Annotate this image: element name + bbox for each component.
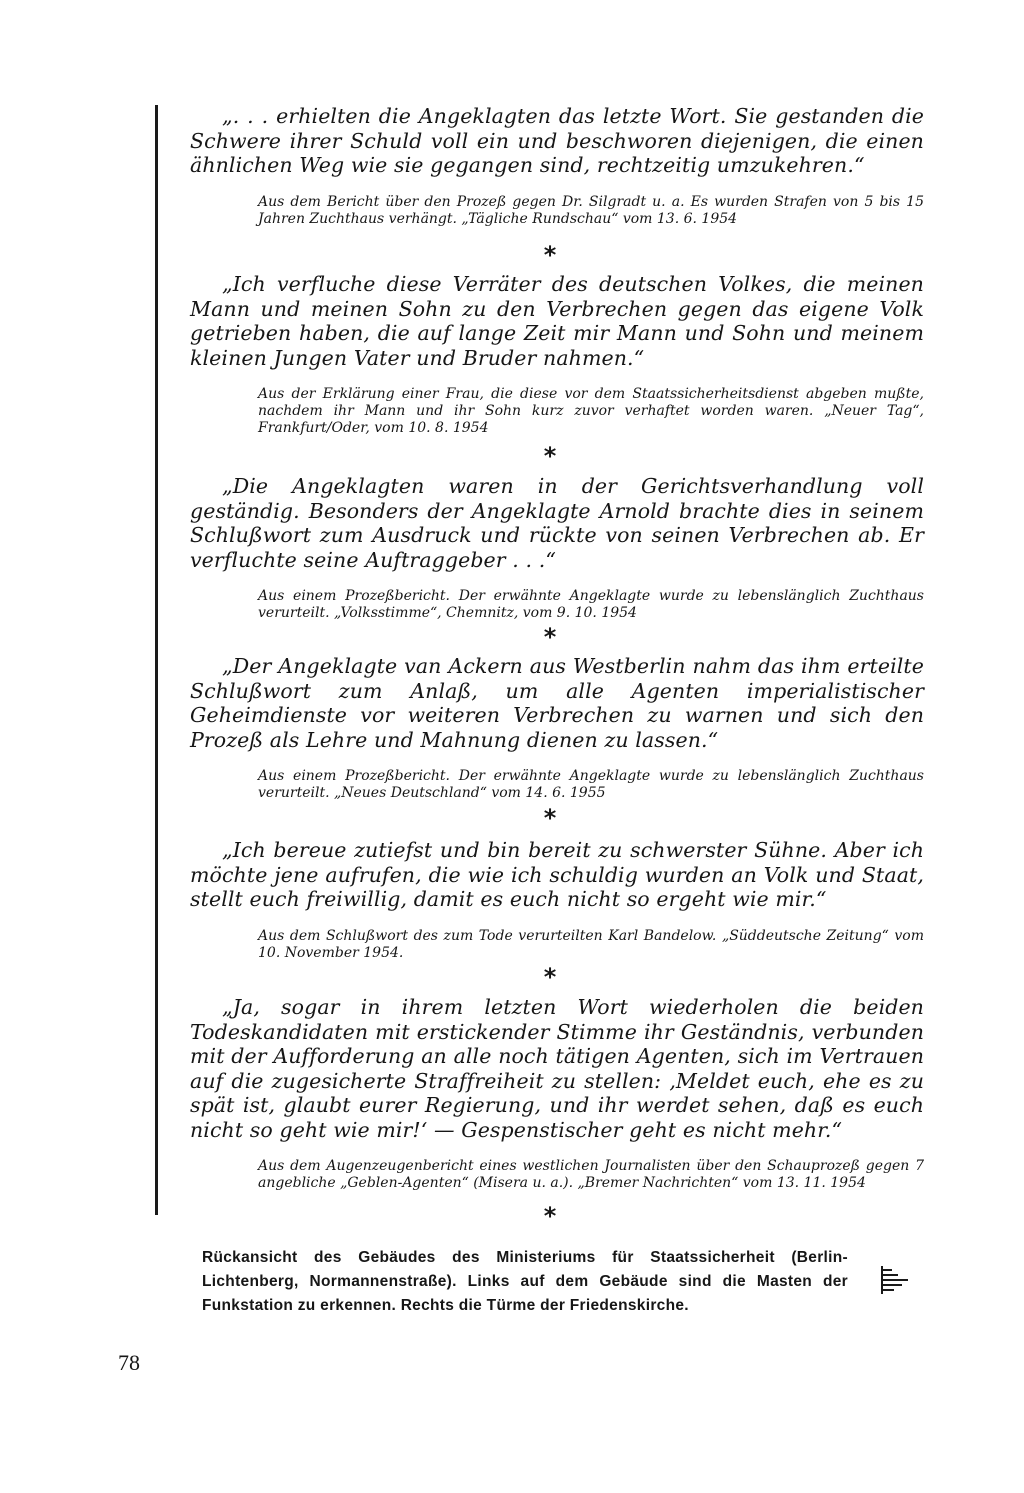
page-number: 78 — [118, 1350, 140, 1375]
quote-block-3 — [190, 474, 924, 622]
quote-source: Aus dem Schlußwort des zum Tode verurteilten Karl Bandelow. „Süddeutsche Zeitung“ vom 10. November 1954. — [258, 927, 924, 961]
quote-block-4 — [190, 654, 924, 802]
quote-source: Aus dem Bericht über den Prozeß gegen Dr. Silgradt u. a. Es wurden Strafen von 5 bis 15 Jahren Zuchthaus verhängt. „Tägliche Rundschau“ vom 13. 6. 1954 — [258, 193, 924, 227]
quote-block-5 — [190, 838, 924, 962]
quote-text: „Ich bereue zutiefst und bin bereit zu schwerster Sühne. Aber ich möchte jene aufrufen, die wie ich schuldig wurden an Volk und Staat, stellt euch freiwillig, damit es euch nicht so ergeht wie mir.“ — [190, 838, 924, 911]
quote-block-2 — [190, 272, 924, 437]
quote-text: „. . . erhielten die Angeklagten das letzte Wort. Sie gestanden die Schwere ihrer Schuld voll ein und beschworen diejenigen, die einen ähnlichen Weg wie sie gegangen sind, rechtzeitig umzukehren.“ — [190, 104, 924, 177]
quote-text: „Die Angeklagten waren in der Gerichtsverhandlung voll geständig. Besonders der Angeklagte Arnold brachte dies in seinem Schlußwort zum Ausdruck und rückte von seinen Verbrechen ab. Er verfluchte seine Auftraggeber . . .“ — [190, 474, 924, 572]
quote-source: Aus einem Prozeßbericht. Der erwähnte Angeklagte wurde zu lebenslänglich Zuchthaus verurteilt. „Neues Deutschland“ vom 14. 6. 1955 — [258, 768, 924, 801]
quote-text: „Der Angeklagte van Ackern aus Westberlin nahm das ihm erteilte Schlußwort zum Anlaß, um alle Agenten imperialistischer Geheimdienste vor weiteren Verbrechen zu warnen und sich den Prozeß als Lehre und Mahnung dienen zu lassen.“ — [190, 654, 924, 752]
quote-block-1 — [190, 104, 924, 228]
separator-asterisk: * — [543, 804, 557, 832]
quote-block-6 — [190, 995, 924, 1192]
left-margin-rule — [155, 105, 158, 1215]
quote-text: „Ich verfluche diese Verräter des deutschen Volkes, die meinen Mann und meinen Sohn zu den Verbrechen gegen das eigene Volk getrieben haben, die auf lange Zeit mir Mann und Sohn und meinem kleinen Jungen Vater und Bruder nahmen.“ — [190, 272, 924, 370]
separator-asterisk: * — [543, 1202, 557, 1230]
quote-source: Aus der Erklärung einer Frau, die diese vor dem Staatssicherheitsdienst abgeben mußte, nachdem ihr Mann und ihr Sohn kurz zuvor verhaftet worden waren. „Neuer Tag“, Frankfurt/Oder, vom 10. 8. 1954 — [258, 386, 924, 436]
quote-text: „Ja, sogar in ihrem letzten Wort wiederholen die beiden Todeskandidaten mit erstickender Stimme ihr Geständnis, verbunden mit der Aufforderung an alle noch tätigen Agenten, sich im Vertrauen auf die zugesicherte Straffreiheit zu stellen: ‚Meldet euch, ehe es zu spät ist, glaubt eurer Regierung, und ihr werdet sehen, daß es euch nicht so geht wie mir!‘ — Gespenstischer geht es nicht mehr.“ — [190, 995, 924, 1142]
separator-asterisk: * — [543, 623, 557, 651]
separator-asterisk: * — [543, 241, 557, 269]
separator-asterisk: * — [543, 442, 557, 470]
quote-source: Aus einem Prozeßbericht. Der erwähnte Angeklagte wurde zu lebenslänglich Zuchthaus verurteilt. „Volksstimme“, Chemnitz, vom 9. 10. 1954 — [258, 588, 924, 621]
photo-caption: Rückansicht des Gebäudes des Ministeriums für Staatssicherheit (Berlin-Lichtenberg, Normannenstraße). Links auf dem Gebäude sind die Masten der Funkstation zu erkennen. Rechts die Türme der Friedenskirche. — [202, 1249, 848, 1314]
separator-asterisk: * — [543, 963, 557, 991]
horizontal-lines-icon — [880, 1264, 910, 1296]
quote-source: Aus dem Augenzeugenbericht eines westlichen Journalisten über den Schauprozeß gegen 7 angebliche „Geblen-Agenten“ (Misera u. a.). „Bremer Nachrichten“ vom 13. 11. 1954 — [258, 1158, 924, 1191]
